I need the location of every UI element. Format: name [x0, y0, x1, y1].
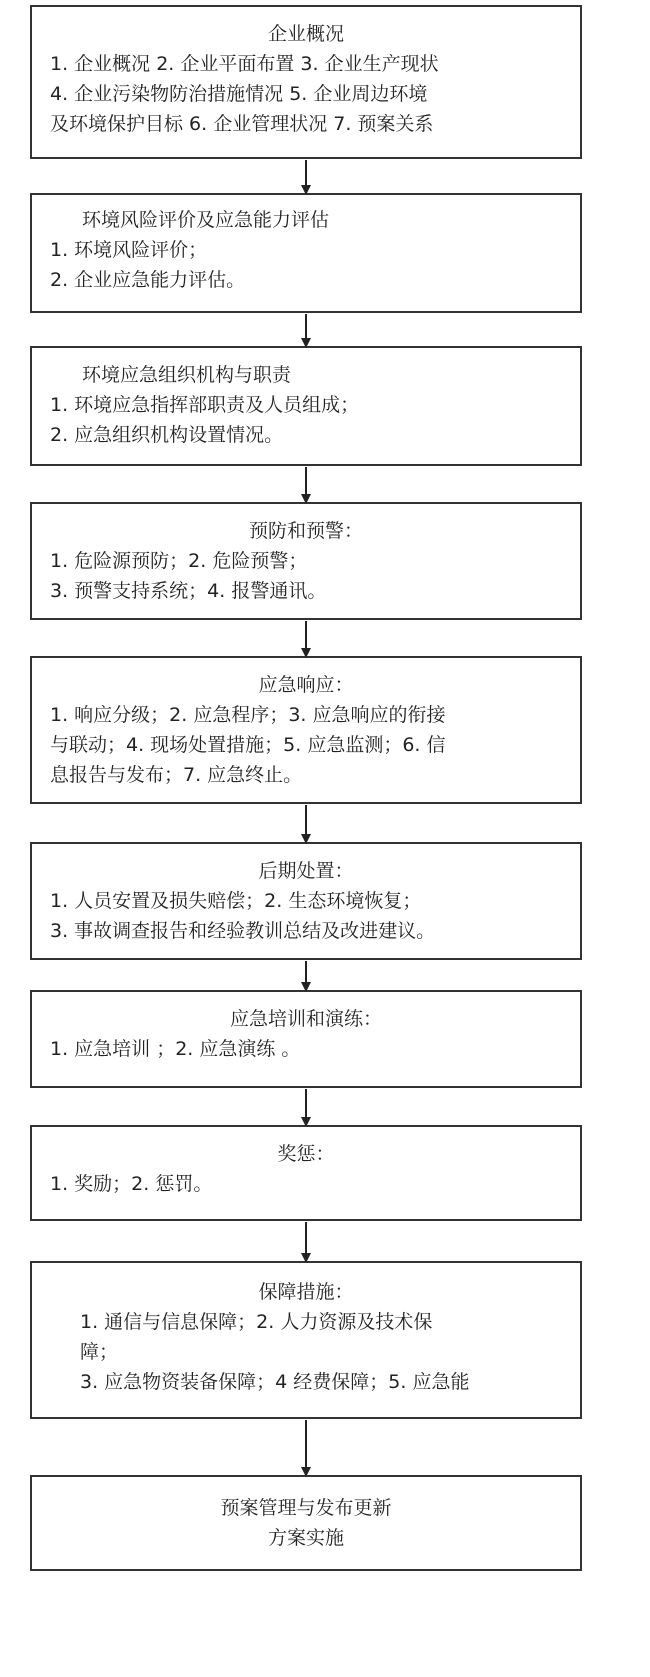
box-post-disposal	[30, 842, 582, 960]
box-plan-management	[30, 1475, 582, 1571]
box-title: 应急培训和演练：	[229, 1008, 382, 1030]
box-risk-assessment	[30, 193, 582, 313]
box-safeguard-measures	[30, 1261, 582, 1419]
box-line: 障；	[80, 1341, 119, 1363]
box-line: 1. 奖励；2. 惩罚。	[50, 1173, 213, 1195]
box-line: 3. 应急物资装备保障；4 经费保障；5. 应急能	[80, 1371, 470, 1393]
box-training-drills	[30, 990, 582, 1088]
box-line: 3. 预警支持系统；4. 报警通讯。	[50, 580, 327, 602]
box-line: 2. 企业应急能力评估。	[50, 269, 246, 291]
box-line: 预案管理与发布更新	[220, 1497, 392, 1519]
box-line: 1. 人员安置及损失赔偿；2. 生态环境恢复；	[50, 890, 422, 912]
box-line: 4. 企业污染物防治措施情况 5. 企业周边环境	[50, 83, 428, 105]
box-line: 与联动；4. 现场处置措施；5. 应急监测；6. 信	[50, 734, 446, 756]
box-emergency-organization	[30, 346, 582, 466]
box-line: 1. 应急培训 ；2. 应急演练 。	[50, 1038, 301, 1060]
box-title: 环境风险评价及应急能力评估	[82, 209, 330, 231]
box-title: 企业概况	[267, 23, 344, 45]
box-line: 1. 响应分级；2. 应急程序；3. 应急响应的衔接	[50, 704, 446, 726]
box-line: 及环境保护目标 6. 企业管理状况 7. 预案关系	[50, 113, 434, 135]
box-rewards-penalties	[30, 1125, 582, 1221]
box-line: 息报告与发布；7. 应急终止。	[50, 764, 303, 786]
box-prevention-warning	[30, 502, 582, 620]
box-title: 预防和预警：	[248, 520, 363, 542]
box-title: 环境应急组织机构与职责	[82, 364, 292, 386]
box-line: 1. 环境风险评价；	[50, 239, 208, 261]
box-enterprise-overview	[30, 5, 582, 159]
box-line: 1. 环境应急指挥部职责及人员组成；	[50, 394, 360, 416]
box-line: 2. 应急组织机构设置情况。	[50, 424, 284, 446]
box-line: 1. 危险源预防；2. 危险预警；	[50, 550, 308, 572]
box-line: 1. 通信与信息保障；2. 人力资源及技术保	[80, 1311, 433, 1333]
box-title: 后期处置：	[258, 860, 354, 882]
box-title: 应急响应：	[258, 674, 354, 696]
box-title: 保障措施：	[258, 1281, 354, 1303]
box-title: 奖惩：	[277, 1143, 335, 1165]
box-emergency-response	[30, 656, 582, 804]
box-line: 3. 事故调查报告和经验教训总结及改进建议。	[50, 920, 436, 942]
box-line: 1. 企业概况 2. 企业平面布置 3. 企业生产现状	[50, 53, 439, 75]
box-line: 方案实施	[267, 1527, 344, 1549]
